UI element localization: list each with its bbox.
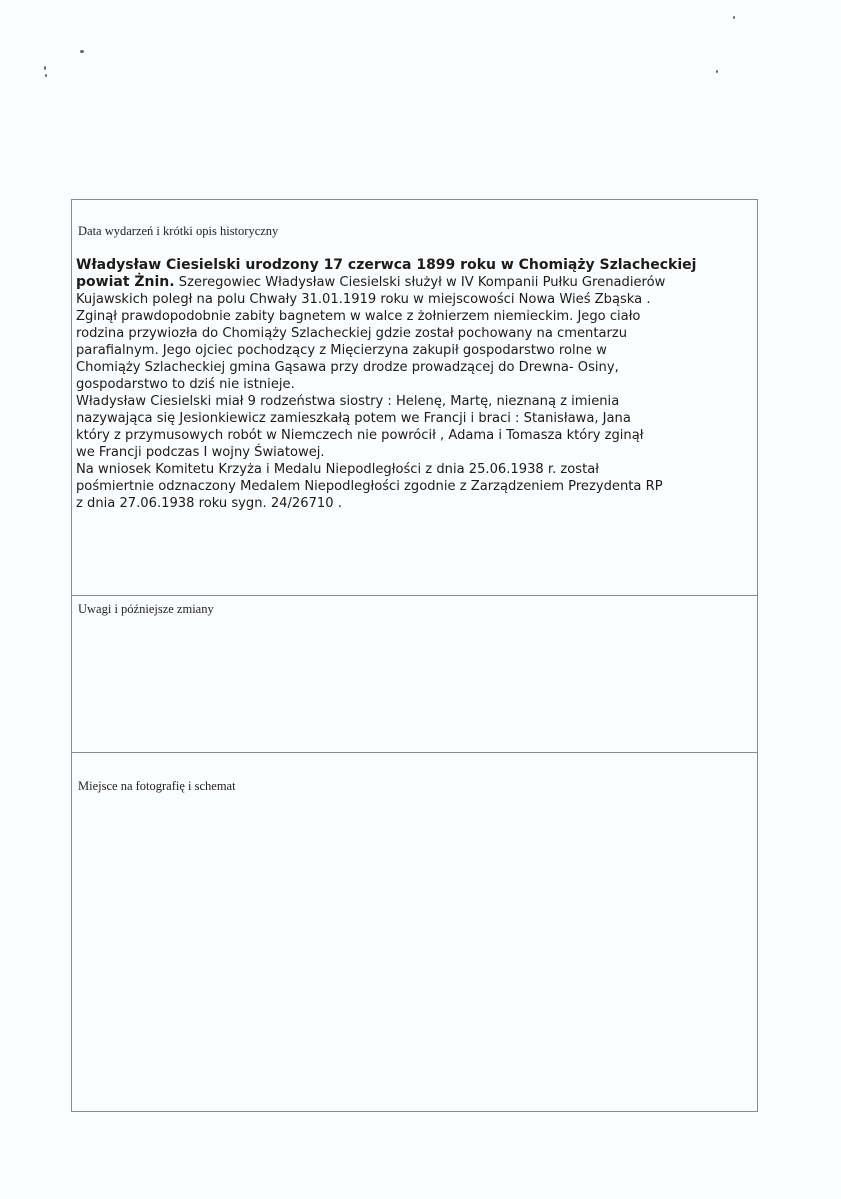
history-paragraph-2: Władysław Ciesielski miał 9 rodzeństwa siostry : Helenę, Martę, nieznaną z imienia nazywająca się Jesionkiewicz zamieszkałą potem we Francji i braci : Stanisława, Jana który z przymusowych robót w Niemczech nie powrócił , Adama i Tomasza który zginął we Francji podczas I wojny Światowej. — [76, 394, 644, 460]
scan-speck — [733, 16, 735, 19]
form-frame — [71, 199, 758, 1112]
history-paragraph-1: Szeregowiec Władysław Ciesielski służył w IV Kompanii Pułku Grenadierów Kujawskich poległ na polu Chwały 31.01.1919 roku w miejscowości Nowa Wieś Zbąska . Zginął prawdopodobnie zabity bagnetem w walce z żołnierzem niemieckim. Jego ciało rodzina przywiozła do Chomiąży Szlacheckiej gdzie został pochowany na cmentarzu parafialnym. Jego ojciec pochodzący z Mięcierzyna zakupił gospodarstwo rolne w Chomiąży Szlacheckiej gmina Gąsawa przy drodze prowadzącej do Drewna- Osiny, gospodarstwo to dziś nie istnieje. — [76, 275, 666, 392]
photo-section — [72, 753, 757, 1111]
history-paragraph-3: Na wniosek Komitetu Krzyża i Medalu Niepodległości z dnia 25.06.1938 r. został pośmiertnie odznaczony Medalem Niepodległości zgodnie z Zarządzeniem Prezydenta RP z dnia 27.06.1938 roku sygn. 24/26710 . — [76, 462, 663, 511]
scan-speck — [80, 50, 84, 53]
history-section — [72, 200, 757, 596]
remarks-section-label: Uwagi i późniejsze zmiany — [78, 602, 214, 616]
history-text — [76, 257, 756, 512]
remarks-section — [72, 596, 757, 753]
scan-speck — [716, 70, 718, 73]
history-lead: Władysław Ciesielski urodzony 17 czerwca 1899 roku w Chomiąży Szlacheckiej powiat Żnin. — [76, 257, 697, 290]
photo-section-label: Miejsce na fotografię i schemat — [78, 779, 236, 793]
history-section-label: Data wydarzeń i krótki opis historyczny — [78, 224, 279, 238]
scan-speck — [45, 74, 47, 77]
scan-speck — [44, 66, 46, 70]
